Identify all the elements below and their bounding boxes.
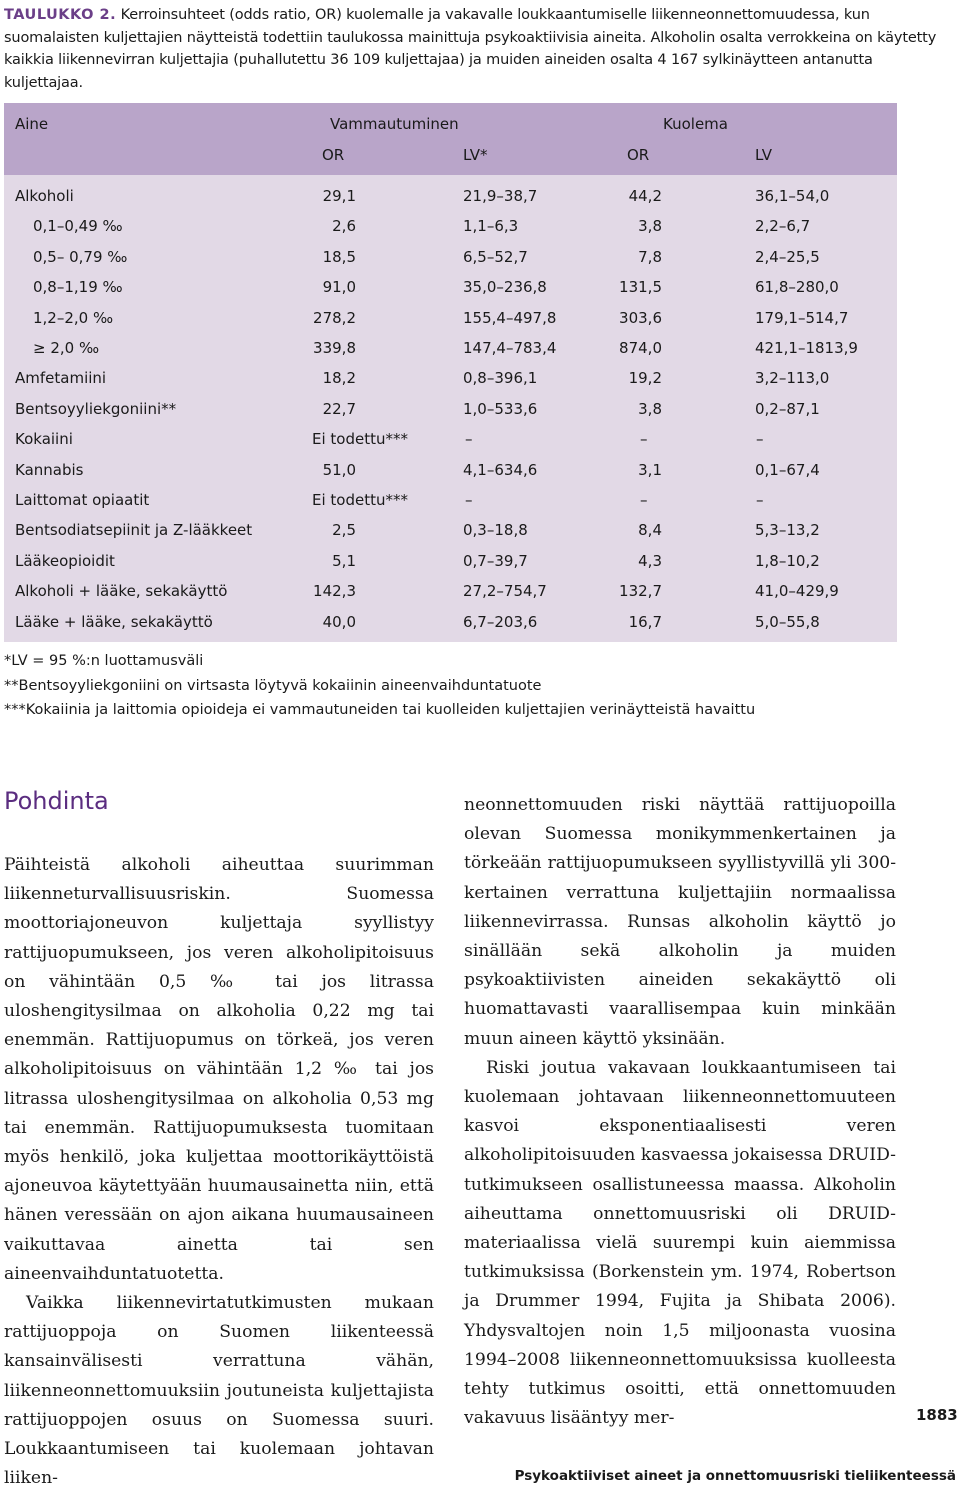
row-or-injury: 91,0 [322,278,356,297]
row-ci-death: 0,1–67,4 [755,460,820,479]
row-or-death: 8,4 [638,521,662,540]
row-or-injury: 5,1 [332,551,356,570]
row-or-injury: 2,6 [332,217,356,236]
row-or-injury: 40,0 [322,612,356,631]
table-row [4,217,897,247]
row-substance: Lääkeopioidit [15,551,115,570]
row-ci-death: 5,0–55,8 [755,612,820,631]
row-or-death: 303,6 [619,308,662,327]
row-substance: 1,2–2,0 ‰ [33,308,114,327]
table-row [4,400,897,430]
row-ci-death: 41,0–429,9 [755,582,839,601]
table-caption [4,4,954,94]
row-or-injury: 2,5 [332,521,356,540]
row-substance: Bentsoyyliekgoniini** [15,399,177,418]
row-ci-death: 3,2–113,0 [755,369,830,388]
row-ci-death: 2,4–25,5 [755,247,820,266]
row-or-injury: 22,7 [322,399,356,418]
table-row [4,430,897,460]
table-row [4,309,897,339]
row-or-death: – [640,430,648,449]
row-ci-death: 61,8–280,0 [755,278,839,297]
table-body [4,175,897,642]
table-row [4,461,897,491]
row-ci-injury: 1,0–533,6 [463,399,538,418]
paragraph: neonnettomuuden riski näyttää rattijuopoilla olevan Suomessa monikymmenkertainen ja törkeään rattijuopumukseen syyllistyvillä yli 300-kertainen verrattuna kuljettajiin normaalissa liikennevirrassa. Runsas alkoholin käyttö jo sinällään sekä alkoholin ja muiden psykoaktiivisten aineiden sekakäyttö oli huomattavasti vaarallisempaa kuin minkään muun aineen käyttö yksinään. [464,795,896,1049]
row-ci-injury: 35,0–236,8 [463,278,547,297]
row-ci-injury: 1,1–6,3 [463,217,519,236]
row-ci-death: 36,1–54,0 [755,187,830,205]
row-substance: Kannabis [15,460,84,479]
row-ci-injury: 155,4–497,8 [463,308,557,327]
row-substance: 0,8–1,19 ‰ [33,278,123,297]
odds-ratio-table [4,103,897,642]
row-or-death: 132,7 [619,582,662,601]
row-ci-death: 2,2–6,7 [755,217,811,236]
footnote: ***Kokaiinia ja laittomia opioideja ei vammautuneiden tai kuolleiden kuljettajien verinäytteistä havaittu [4,702,756,718]
caption-text: Kerroinsuhteet (odds ratio, OR) kuolemalle ja vakavalle loukkaantumiselle liikenneonnettomuudessa, kun suomalaisten kuljettajien näytteistä todettiin taulukossa mainittuja psykoaktiivisia aineita. Alkoholin osalta verrokkeina on käytetty kaikkia liikennevirran kuljettajia (puhallutettu 36 109 kuljettajaa) ja muiden aineiden osalta 4 167 sylkinäytteen antanutta kuljettajaa. [4,7,937,91]
table-row [4,248,897,278]
row-ci-death: – [756,430,764,449]
row-ci-death: 1,8–10,2 [755,551,820,570]
row-substance: ≥ 2,0 ‰ [33,339,100,357]
row-substance: Kokaiini [15,430,73,449]
row-substance: Alkoholi [15,187,74,205]
row-ci-injury: 0,7–39,7 [463,551,528,570]
row-or-death: 3,1 [638,460,662,479]
header-or-death: OR [627,146,650,164]
body-column-right [464,791,896,1433]
header-injury: Vammautuminen [330,115,459,133]
footnote: *LV = 95 %:n luottamusväli [4,653,204,669]
row-or-injury: 18,2 [322,369,356,388]
row-or-injury: 29,1 [322,187,356,205]
row-ci-injury: – [465,430,473,449]
row-ci-injury: 27,2–754,7 [463,582,547,601]
table-row [4,491,897,521]
row-or-death: 3,8 [638,399,662,418]
row-or-death: 19,2 [628,369,662,388]
table-row [4,582,897,612]
row-or-death: 3,8 [638,217,662,236]
row-substance: Alkoholi + lääke, sekakäyttö [15,582,228,601]
row-or-injury: 18,5 [322,247,356,266]
row-substance: Lääke + lääke, sekakäyttö [15,612,213,631]
row-or-injury: 339,8 [313,339,356,357]
row-or-injury: 278,2 [313,308,356,327]
running-footer: Psykoaktiiviset aineet ja onnettomuusriski tieliikenteessä [514,1468,956,1484]
table-row [4,278,897,308]
row-ci-death: 5,3–13,2 [755,521,820,540]
body-column-left [4,851,434,1493]
paragraph: Päihteistä alkoholi aiheuttaa suurimman liikenneturvallisuusriskin. Suomessa moottoriajoneuvon kuljettaja syyllistyy rattijuopumukseen, jos veren alkoholipitoisuus on vähintään 0,5 ‰ tai jos litrassa uloshengitysilmaa on alkoholia 0,22 mg tai enemmän. Rattijuopumus on törkeä, jos veren alkoholipitoisuus on vähintään 1,2 ‰ tai jos litrassa uloshengitysilmaa on alkoholia 0,53 mg tai enemmän. Rattijuopumuksesta tuomitaan myös henkilö, joka kuljettaa moottorikäyttöistä ajoneuvoa käytettyään huumausainetta niin, että hänen veressään on ajon aikana huumausaineen vaikuttavaa ainetta tai sen aineenvaihduntatuotetta. [4,855,434,1284]
table-row [4,552,897,582]
row-ci-injury: 6,7–203,6 [463,612,538,631]
row-or-injury: 142,3 [313,582,356,601]
row-or-death: 7,8 [638,247,662,266]
footnote: **Bentsoyyliekgoniini on virtsasta löytyvä kokaiinin aineenvaihduntatuote [4,677,542,694]
row-ci-death: – [756,491,764,509]
row-or-injury: Ei todettu*** [312,491,408,509]
table-row [4,521,897,551]
row-or-death: 44,2 [628,187,662,205]
row-substance: Laittomat opiaatit [15,491,150,509]
row-substance: Bentsodiatsepiinit ja Z-lääkkeet [15,521,253,540]
row-or-death: 4,3 [638,551,662,570]
row-or-death: 131,5 [619,278,662,297]
table-row [4,339,897,369]
header-death: Kuolema [663,115,728,133]
row-substance: 0,5– 0,79 ‰ [33,247,128,266]
row-or-death: 874,0 [619,339,662,357]
header-aine: Aine [15,115,49,133]
table-header [4,103,897,175]
row-ci-death: 179,1–514,7 [755,308,849,327]
table-row [4,187,897,217]
page-number: 1883 [916,1406,958,1424]
row-ci-injury: 4,1–634,6 [463,460,538,479]
paragraph: Vaikka liikennevirtatutkimusten mukaan rattijuoppoja on Suomen liikenteessä kansainvälisesti verrattuna vähän, liikenneonnettomuuksiin joutuneista kuljettajista rattijuoppojen osuus on Suomessa suuri. Loukkaantumiseen tai kuolemaan johtavan liiken- [4,1293,434,1489]
row-ci-injury: 21,9–38,7 [463,187,538,205]
table-row [4,613,897,643]
row-ci-death: 0,2–87,1 [755,399,820,418]
section-title: Pohdinta [4,787,109,815]
table-footnotes [4,649,755,723]
row-or-injury: 51,0 [322,460,356,479]
header-ci-injury: LV* [463,146,488,164]
row-or-death: – [640,491,648,509]
table-row [4,369,897,399]
row-substance: 0,1–0,49 ‰ [33,217,123,236]
caption-label: TAULUKKO 2. [4,7,117,23]
row-substance: Amfetamiini [15,369,107,388]
paragraph: Riski joutua vakavaan loukkaantumiseen tai kuolemaan johtavaan liikenneonnettomuuteen kasvoi eksponentiaalisesti veren alkoholipitoisuuden kasvaessa jokaisessa DRUID-tutkimukseen osallistuneessa maassa. Alkoholin aiheuttama onnettomuusriski oli DRUID-materiaalissa vielä suurempi kuin aiemmissa tutkimuksissa (Borkenstein ym. 1974, Robertson ja Drummer 1994, Fujita ja Shibata 2006). Yhdysvaltojen noin 1,5 miljoonasta vuosina 1994–2008 liikenneonnettomuuksissa kuolleesta tehty tutkimus osoitti, että onnettomuuden vakavuus lisääntyy mer- [464,1057,896,1429]
row-ci-injury: 147,4–783,4 [463,339,557,357]
row-ci-injury: 0,8–396,1 [463,369,538,388]
header-ci-death: LV [755,146,772,164]
row-ci-injury: – [465,491,473,509]
header-or-injury: OR [322,146,345,164]
row-ci-death: 421,1–1813,9 [755,339,858,357]
row-ci-injury: 6,5–52,7 [463,247,528,266]
row-or-death: 16,7 [628,612,662,631]
row-ci-injury: 0,3–18,8 [463,521,528,540]
row-or-injury: Ei todettu*** [312,430,408,449]
